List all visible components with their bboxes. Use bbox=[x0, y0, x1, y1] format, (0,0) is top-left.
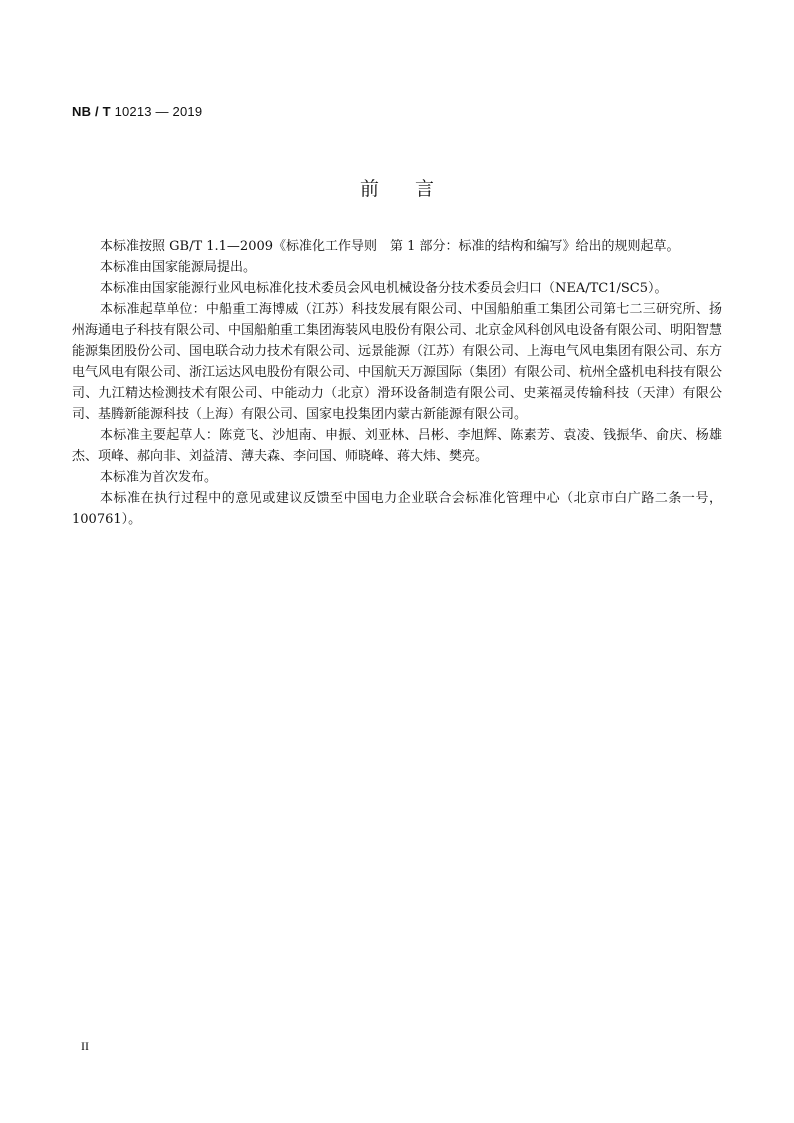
paragraph-drafters: 本标准主要起草人：陈竟飞、沙旭南、申振、刘亚林、吕彬、李旭辉、陈素芳、袁凌、钱振华、俞庆、杨雄杰、项峰、郝向非、刘益清、薄夫森、李问国、师晓峰、蒋大炜、樊亮。 bbox=[72, 428, 722, 464]
page-title: 前言 bbox=[359, 178, 470, 200]
standard-code: 10213 — 2019 bbox=[110, 104, 203, 119]
paragraph-committee: 本标准由国家能源行业风电标准化技术委员会风电机械设备分技术委员会归口（NEA/TC1/SC5）。 bbox=[100, 281, 668, 296]
paragraph-first-release: 本标准为首次发布。 bbox=[100, 470, 218, 485]
paragraph-drafting-rules: 本标准按照 GB/T 1.1—2009《标准化工作导则 第 1 部分：标准的结构和编写》给出的规则起草。 bbox=[100, 239, 680, 254]
standard-prefix: NB / T bbox=[72, 104, 111, 119]
paragraph-feedback: 本标准在执行过程中的意见或建议反馈至中国电力企业联合会标准化管理中心（北京市白广路二条一号，100761）。 bbox=[72, 491, 722, 527]
paragraph-drafting-units: 本标准起草单位：中船重工海博威（江苏）科技发展有限公司、中国船舶重工集团公司第七二三研究所、扬州海通电子科技有限公司、中国船舶重工集团海装风电股份有限公司、北京金风科创风电设备有限公司、明阳智慧能源集团股份公司、国电联合动力技术有限公司、远景能源（江苏）有限公司、上海电气风电集团有限公司、东方电气风电有限公司、浙江运达风电股份有限公司、中国航天万源国际（集团）有限公司、杭州全盛机电科技有限公司、九江精达检测技术有限公司、中能动力（北京）滑环设备制造有限公司、史莱福灵传输科技（天津）有限公司、基腾新能源科技（上海）有限公司、国家电投集团内蒙古新能源有限公司。 bbox=[72, 302, 723, 422]
foreword-body bbox=[72, 236, 722, 530]
paragraph-proposer: 本标准由国家能源局提出。 bbox=[100, 260, 257, 275]
standard-number-header bbox=[72, 104, 202, 119]
page-number: II bbox=[81, 1039, 89, 1053]
